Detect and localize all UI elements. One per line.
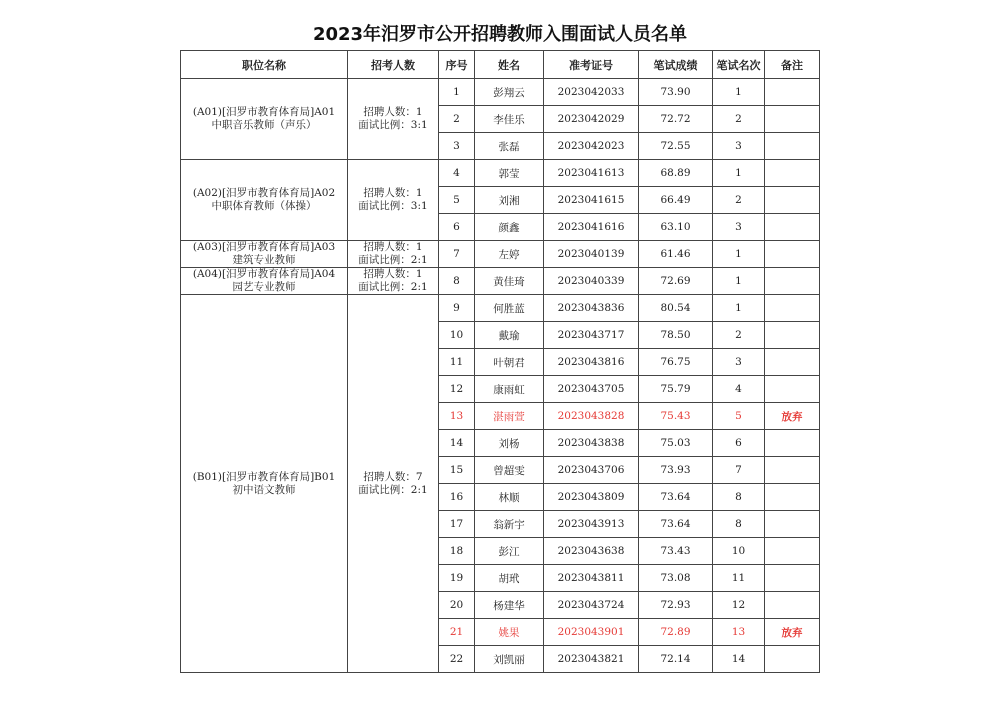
table-cell: 1 — [439, 79, 475, 106]
table-cell: 8 — [713, 484, 765, 511]
table-cell: 12 — [439, 376, 475, 403]
table-cell: 72.69 — [639, 268, 713, 295]
page-title: 2023年汨罗市公开招聘教师入围面试人员名单 — [312, 24, 688, 45]
table-cell: 3 — [713, 349, 765, 376]
table-cell — [765, 79, 820, 106]
table-cell: 2023043821 — [544, 646, 639, 673]
table-cell: 2 — [713, 187, 765, 214]
table-cell — [765, 214, 820, 241]
table-cell: 66.49 — [639, 187, 713, 214]
table-cell: 戴瑜 — [475, 322, 544, 349]
table-cell: 11 — [439, 349, 475, 376]
table-cell — [765, 457, 820, 484]
table-cell: 5 — [713, 403, 765, 430]
table-cell: 1 — [713, 295, 765, 322]
table-cell — [765, 241, 820, 268]
table-cell — [765, 133, 820, 160]
table-cell: 73.64 — [639, 484, 713, 511]
table-cell: 张磊 — [475, 133, 544, 160]
table-cell: 2023043809 — [544, 484, 639, 511]
table-cell: 75.79 — [639, 376, 713, 403]
table-cell: 3 — [713, 214, 765, 241]
table-cell: 4 — [439, 160, 475, 187]
table-cell — [765, 268, 820, 295]
table-cell: 7 — [713, 457, 765, 484]
table-cell: 61.46 — [639, 241, 713, 268]
table-cell: 8 — [713, 511, 765, 538]
table-cell: 曾超雯 — [475, 457, 544, 484]
table-cell: 李佳乐 — [475, 106, 544, 133]
table-cell: 颜鑫 — [475, 214, 544, 241]
table-cell — [765, 511, 820, 538]
table-cell — [765, 430, 820, 457]
header-quota: 招考人数 — [348, 51, 439, 79]
candidate-table — [180, 50, 820, 673]
quota-cell: 招聘人数：7 面试比例：2:1 — [348, 295, 439, 673]
table-cell: 2023042029 — [544, 106, 639, 133]
table-cell: 6 — [713, 430, 765, 457]
table-cell — [765, 592, 820, 619]
table-cell: 刘湘 — [475, 187, 544, 214]
table-cell: 4 — [713, 376, 765, 403]
table-cell: 78.50 — [639, 322, 713, 349]
table-cell: 2023041615 — [544, 187, 639, 214]
table-cell: 2023043811 — [544, 565, 639, 592]
table-row — [181, 268, 820, 295]
table-cell: 2 — [439, 106, 475, 133]
table-cell: 2023041613 — [544, 160, 639, 187]
table-cell: 2023043816 — [544, 349, 639, 376]
table-cell: 1 — [713, 79, 765, 106]
quota-cell: 招聘人数：1 面试比例：2:1 — [348, 241, 439, 268]
table-cell: 叶朝君 — [475, 349, 544, 376]
table-cell: 2023041616 — [544, 214, 639, 241]
table-cell — [765, 484, 820, 511]
table-cell: 2 — [713, 106, 765, 133]
table-cell: 13 — [713, 619, 765, 646]
table-cell: 翁新宇 — [475, 511, 544, 538]
table-cell — [765, 160, 820, 187]
table-cell: 72.14 — [639, 646, 713, 673]
table-cell: 15 — [439, 457, 475, 484]
table-cell: 80.54 — [639, 295, 713, 322]
table-cell: 2023040139 — [544, 241, 639, 268]
table-cell: 21 — [439, 619, 475, 646]
header-rank: 笔试名次 — [713, 51, 765, 79]
table-cell — [765, 646, 820, 673]
table-cell: 10 — [439, 322, 475, 349]
table-cell: 2023043705 — [544, 376, 639, 403]
table-cell: 8 — [439, 268, 475, 295]
table-cell: 17 — [439, 511, 475, 538]
header-ticket: 准考证号 — [544, 51, 639, 79]
table-cell: 72.89 — [639, 619, 713, 646]
table-cell: 72.72 — [639, 106, 713, 133]
header-row — [181, 51, 820, 79]
table-cell: 彭翔云 — [475, 79, 544, 106]
position-cell: (A04)[汨罗市教育体育局]A04 园艺专业教师 — [181, 268, 348, 295]
table-cell: 湛雨萱 — [475, 403, 544, 430]
table-cell: 2023043838 — [544, 430, 639, 457]
header-seq: 序号 — [439, 51, 475, 79]
table-cell: 2023043638 — [544, 538, 639, 565]
table-cell: 2023043724 — [544, 592, 639, 619]
table-cell: 18 — [439, 538, 475, 565]
header-position: 职位名称 — [181, 51, 348, 79]
table-cell: 杨建华 — [475, 592, 544, 619]
table-cell: 姚果 — [475, 619, 544, 646]
table-cell — [765, 106, 820, 133]
table-cell: 2023042033 — [544, 79, 639, 106]
table-cell: 13 — [439, 403, 475, 430]
table-cell: 郭莹 — [475, 160, 544, 187]
table-cell — [765, 538, 820, 565]
table-cell: 刘凯丽 — [475, 646, 544, 673]
table-cell — [765, 322, 820, 349]
header-note: 备注 — [765, 51, 820, 79]
position-cell: (A03)[汨罗市教育体育局]A03 建筑专业教师 — [181, 241, 348, 268]
position-cell: (A02)[汨罗市教育体育局]A02 中职体育教师（体操） — [181, 160, 348, 241]
table-cell — [765, 187, 820, 214]
table-cell: 19 — [439, 565, 475, 592]
table-cell: 康雨虹 — [475, 376, 544, 403]
table-cell — [765, 295, 820, 322]
table-cell: 胡玳 — [475, 565, 544, 592]
table-cell: 10 — [713, 538, 765, 565]
table-cell: 7 — [439, 241, 475, 268]
table-cell: 73.90 — [639, 79, 713, 106]
table-cell: 75.03 — [639, 430, 713, 457]
table-cell: 刘杨 — [475, 430, 544, 457]
table-row — [181, 79, 820, 106]
table-cell: 73.08 — [639, 565, 713, 592]
table-cell: 75.43 — [639, 403, 713, 430]
table-cell: 左婷 — [475, 241, 544, 268]
table-cell: 63.10 — [639, 214, 713, 241]
table-cell: 1 — [713, 160, 765, 187]
table-cell: 2023042023 — [544, 133, 639, 160]
table-cell: 73.93 — [639, 457, 713, 484]
table-row — [181, 295, 820, 322]
position-cell: (B01)[汨罗市教育体育局]B01 初中语文教师 — [181, 295, 348, 673]
quota-cell: 招聘人数：1 面试比例：3:1 — [348, 160, 439, 241]
table-cell: 14 — [713, 646, 765, 673]
table-cell: 73.43 — [639, 538, 713, 565]
status-badge: 放弃 — [765, 403, 820, 430]
table-cell: 68.89 — [639, 160, 713, 187]
table-cell: 3 — [439, 133, 475, 160]
table-cell: 1 — [713, 268, 765, 295]
table-cell: 2023043828 — [544, 403, 639, 430]
table-cell: 2023043706 — [544, 457, 639, 484]
table-cell: 73.64 — [639, 511, 713, 538]
table-cell: 2023043836 — [544, 295, 639, 322]
table-cell: 2023043717 — [544, 322, 639, 349]
status-badge: 放弃 — [765, 619, 820, 646]
quota-cell: 招聘人数：1 面试比例：2:1 — [348, 268, 439, 295]
table-row — [181, 160, 820, 187]
table-cell: 彭江 — [475, 538, 544, 565]
table-cell: 2 — [713, 322, 765, 349]
table-cell: 1 — [713, 241, 765, 268]
table-cell: 黄佳琦 — [475, 268, 544, 295]
table-row — [181, 241, 820, 268]
table-cell: 20 — [439, 592, 475, 619]
table-cell: 72.93 — [639, 592, 713, 619]
table-cell: 9 — [439, 295, 475, 322]
table-cell: 16 — [439, 484, 475, 511]
table-cell: 2023040339 — [544, 268, 639, 295]
table-cell: 72.55 — [639, 133, 713, 160]
table-cell: 14 — [439, 430, 475, 457]
table-cell: 2023043901 — [544, 619, 639, 646]
table-cell: 5 — [439, 187, 475, 214]
table-cell: 11 — [713, 565, 765, 592]
quota-cell: 招聘人数：1 面试比例：3:1 — [348, 79, 439, 160]
table-cell: 2023043913 — [544, 511, 639, 538]
header-name: 姓名 — [475, 51, 544, 79]
table-cell: 林顺 — [475, 484, 544, 511]
table-cell: 76.75 — [639, 349, 713, 376]
table-cell: 3 — [713, 133, 765, 160]
table-cell: 12 — [713, 592, 765, 619]
table-cell: 22 — [439, 646, 475, 673]
table-cell: 6 — [439, 214, 475, 241]
table-cell: 何胜蓝 — [475, 295, 544, 322]
position-cell: (A01)[汨罗市教育体育局]A01 中职音乐教师（声乐） — [181, 79, 348, 160]
table-cell — [765, 349, 820, 376]
header-score: 笔试成绩 — [639, 51, 713, 79]
table-cell — [765, 565, 820, 592]
table-cell — [765, 376, 820, 403]
